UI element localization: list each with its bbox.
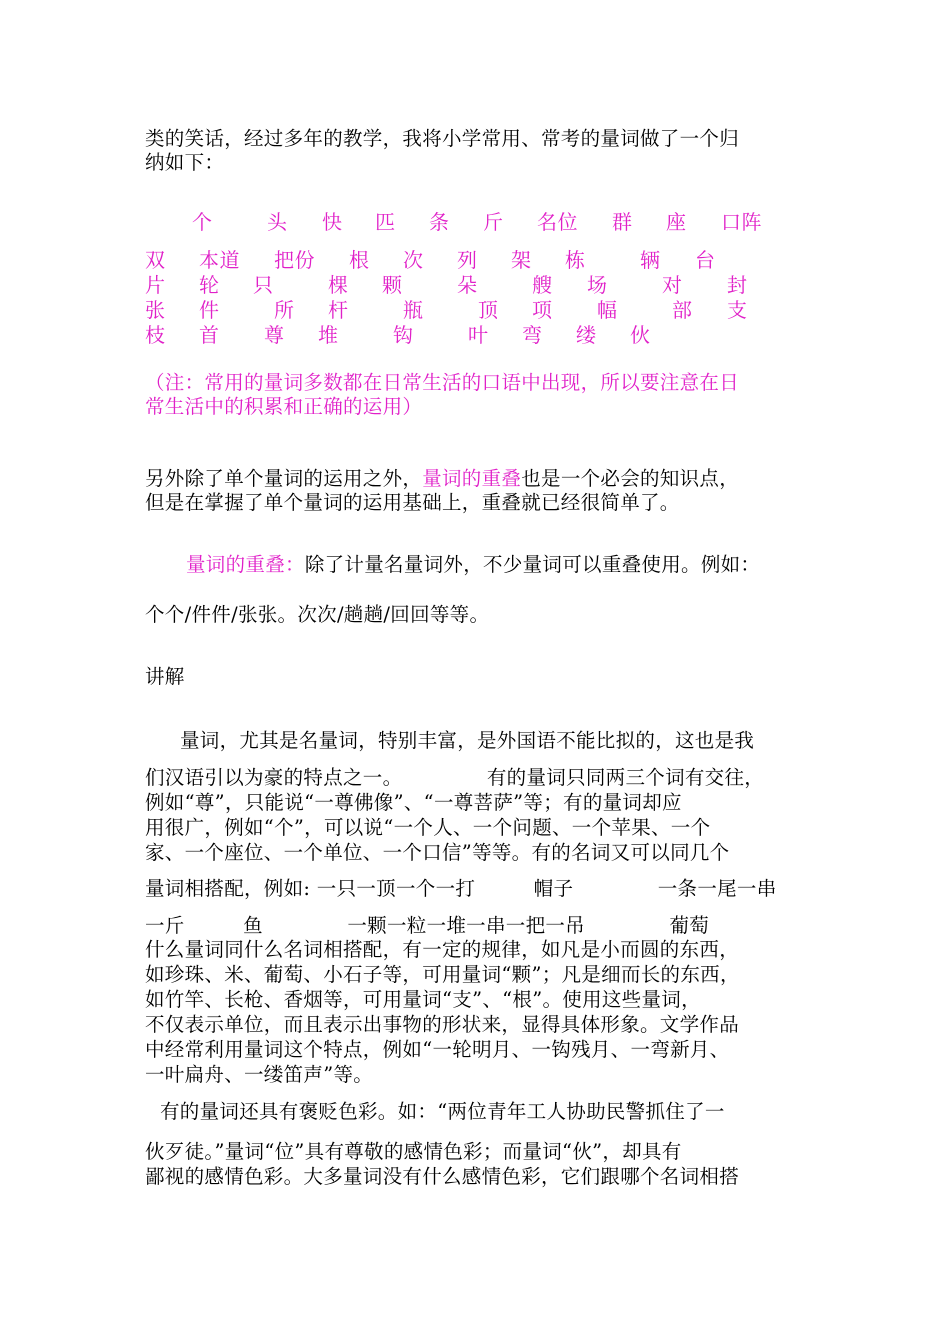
intro-line-1: 类的笑话，经过多年的教学，我将小学常用、常考的量词做了一个归: [145, 127, 740, 150]
measure-word: 群: [612, 210, 633, 234]
measure-word: 件: [199, 298, 220, 322]
measure-word: 口阵: [721, 210, 762, 234]
explain-line: 们汉语引以为豪的特点之一。 有的量词只同两三个词有交往，: [145, 766, 765, 789]
measure-word: 所: [274, 298, 295, 322]
measure-word: 只: [253, 273, 274, 297]
measure-word: 条: [429, 210, 450, 234]
measure-word: 支: [727, 298, 748, 322]
explain-line: 一斤 鱼 一颗一粒一堆一串一把一吊 葡萄: [145, 914, 710, 937]
measure-word: 艘: [532, 273, 553, 297]
explain-line: 一叶扁舟、一缕笛声”等。: [145, 1063, 374, 1086]
overlap-paragraph-text: 也是一个必会的知识点，: [521, 467, 740, 490]
measure-word: 斤: [483, 210, 504, 234]
measure-word: 场: [587, 273, 608, 297]
explain-line: 伙歹徒。”量词“位”具有尊敬的感情色彩；而量词“伙”，却具有: [145, 1140, 682, 1163]
explain-heading: 讲解: [145, 665, 185, 688]
intro-line-2: 纳如下：: [145, 151, 225, 174]
measure-word: 部: [672, 298, 693, 322]
overlap-definition-text: 除了计量名量词外，不少量词可以重叠使用。例如：: [304, 553, 761, 576]
explain-line: 量词，尤其是名量词，特别丰富，是外国语不能比拟的，这也是我: [180, 729, 755, 752]
measure-word: 堆: [318, 323, 339, 347]
measure-word: 幅: [597, 298, 618, 322]
measure-word: 辆: [640, 248, 661, 272]
measure-word: 双: [145, 248, 166, 272]
measure-word: 项: [532, 298, 553, 322]
measure-word: 把份: [274, 248, 315, 272]
explain-line: 鄙视的感情色彩。大多量词没有什么感情色彩，它们跟哪个名词相搭: [145, 1165, 740, 1188]
measure-word: 枝: [145, 323, 166, 347]
overlap-paragraph-line-1: [145, 467, 739, 491]
measure-word: 伙: [630, 323, 651, 347]
explain-line: 什么量词同什么名词相搭配，有一定的规律，如凡是小而圆的东西，: [145, 938, 740, 961]
measure-word: 弯: [522, 323, 543, 347]
overlap-definition-label: 量词的重叠：: [186, 553, 305, 576]
overlap-paragraph-text: 另外除了单个量词的运用之外，: [145, 467, 423, 490]
measure-word: 根: [349, 248, 370, 272]
measure-word: 架: [511, 248, 532, 272]
explain-line: 用很广，例如“个”，可以说“一个人、一个问题、一个苹果、一个: [145, 816, 711, 839]
measure-word: 本道: [199, 248, 240, 272]
measure-word: 顶: [478, 298, 499, 322]
measure-word: 快: [322, 210, 343, 234]
measure-word: 次: [403, 248, 424, 272]
measure-word: 封: [727, 273, 748, 297]
explain-line: 中经常利用量词这个特点，例如“一轮明月、一钩残月、一弯新月、: [145, 1038, 730, 1061]
measure-word: 台: [695, 248, 716, 272]
overlap-examples: 个个/件件/张张。次次/趟趟/回回等等。: [145, 603, 490, 626]
explain-line: 例如“尊”，只能说“一尊佛像”、“一尊菩萨”等；有的量词却应: [145, 791, 682, 814]
measure-word: 首: [199, 323, 220, 347]
explain-line: 家、一个座位、一个单位、一个口信”等等。有的名词又可以同几个: [145, 841, 730, 864]
overlap-paragraph-line-2: 但是在掌握了单个量词的运用基础上，重叠就已经很简单了。: [145, 491, 680, 514]
measure-word: 名位: [537, 210, 578, 234]
measure-word: 叶: [468, 323, 489, 347]
explain-line: 有的量词还具有褒贬色彩。如：“两位青年工人协助民警抓住了一: [160, 1100, 725, 1123]
explain-line: 如竹竿、长枪、香烟等，可用量词“支”、“根”。使用这些量词，: [145, 988, 701, 1011]
note-line-1: （注：常用的量词多数都在日常生活的口语中出现，所以要注意在日: [145, 371, 740, 394]
measure-word: 张: [145, 298, 166, 322]
overlap-definition: [186, 553, 760, 577]
measure-word: 瓶: [403, 298, 424, 322]
measure-word: 匹: [375, 210, 396, 234]
measure-word: 杆: [328, 298, 349, 322]
explain-line: 量词相搭配，例如: 一只一顶一个一打 帽子 一条一尾一串: [145, 877, 777, 900]
measure-word: 钩: [393, 323, 414, 347]
measure-word: 朵: [457, 273, 478, 297]
measure-word: 缕: [576, 323, 597, 347]
measure-word: 轮: [199, 273, 220, 297]
overlap-highlight: 量词的重叠: [422, 467, 522, 490]
measure-word: 片: [145, 273, 166, 297]
measure-word: 尊: [264, 323, 285, 347]
explain-line: 如珍珠、米、葡萄、小石子等，可用量词“颗”；凡是细而长的东西，: [145, 963, 740, 986]
explain-line: 不仅表示单位，而且表示出事物的形状来，显得具体形象。文学作品: [145, 1013, 740, 1036]
note-line-2: 常生活中的积累和正确的运用）: [145, 395, 423, 418]
measure-word: 棵: [328, 273, 349, 297]
measure-word: 个: [192, 210, 213, 234]
measure-word: 栋: [565, 248, 586, 272]
measure-word: 头: [267, 210, 288, 234]
measure-word: 列: [457, 248, 478, 272]
measure-word: 对: [662, 273, 683, 297]
measure-word: 座: [666, 210, 687, 234]
measure-word: 颗: [382, 273, 403, 297]
